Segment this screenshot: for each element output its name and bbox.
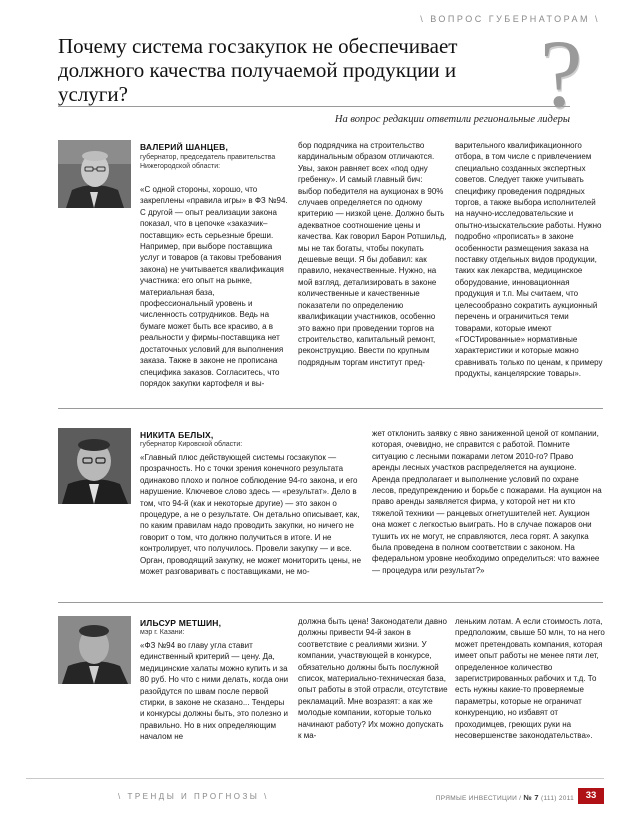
section-rubric: \ ВОПРОС ГУБЕРНАТОРАМ \ (420, 14, 600, 24)
divider (58, 408, 603, 409)
footer-rubric: \ ТРЕНДЫ И ПРОГНОЗЫ \ (118, 792, 269, 801)
headline-line-1: Почему система госзакупок не обеспечивает (58, 34, 458, 58)
portrait-photo (58, 616, 131, 684)
headline-line-2: должного качества получаемой продукции и услуги? (58, 58, 457, 106)
portrait-belykh-icon (58, 428, 131, 504)
divider (26, 778, 604, 779)
portrait-metshin-icon (58, 616, 131, 684)
article-column: леньким лотам. А если стоимость лота, предположим, свыше 50 млн, то на него может претендовать компания, которая имеет опыт работы не менее пяти лет, определенное количество зарегистрированных рабочих и т.д. То есть нужны какие-то проверяемые параметры, которые не ограничат конкуренцию, но избавят от проходимцев, греющих руки на несовершенстве законодательства». (455, 617, 605, 741)
author-name: НИКИТА БЕЛЫХ, (140, 430, 214, 440)
author-name: ИЛЬСУР МЕТШИН, (140, 618, 222, 628)
page-number: 33 (578, 788, 604, 804)
page-title (58, 34, 528, 106)
author-title-line: губернатор Кировской области: (140, 441, 243, 448)
magazine-name: ПРЯМЫЕ ИНВЕСТИЦИИ / (435, 795, 522, 802)
article-column: бор подрядчика на строительство кардинальным образом отличаются. Увы, закон равняет всех «под одну гребенку». И самый главный бич: выбор победителя на аукционах в 90% случаев определяется по одному критерию — низкой цене. Должно быть адекватное соотношение цены и качества. Как говорил Барон Ротшильд, мы не так богаты, чтобы покупать дешевые вещи. Я бы добавил: как правило, некачественные. Нужно, на мой взгляд, детализировать в законе количественные и качественные показатели по определению квалификации участников, особенно это важно при проведении торгов на строительство, капитальный ремонт, реконструкцию. Ввести по крупным подрядным торгам институт пред- (298, 141, 447, 367)
author-title (140, 628, 290, 637)
article-column: варительного квалификационного отбора, в том числе с привлечением специально созданных экспертных советов. Следует также учитывать специфику проведения подрядных торгов, а также выбора исполнителей на научно-исследовательские и опытно-изыскательские работы. Нужно подробно «прописать» в законе особенности размещения заказа на поставку отдельных видов продукции, таких как лекарства, медицинское оборудование, инновационная продукция и т.п. Мы считаем, что целесообразно сократить аукционный перечень и ограничиться теми товарами, которые имеют «ГОСТированные» нормативные характеристики и которые можно сравнивать только по ценам, к примеру продукты, канцелярские товары». (455, 141, 603, 379)
divider (58, 602, 603, 603)
author-title-line: Нижегородской области: (140, 163, 221, 170)
question-mark-graphic: ? (540, 20, 583, 127)
article-column: должна быть цена! Законодатели давно должны привести 94-й закон в соответствие с реалиями жизни. У компании, участвующей в конкурсе, обязательно должны быть послужной список, материально-техническая база, опыт работы в этой отрасли, отсутствие рекламаций. Мне возразят: а как же молодые компании, которые только начинают работу? Их можно допускать к ма- (298, 617, 448, 741)
article-column: «С одной стороны, хорошо, что закреплены «правила игры» в ФЗ №94. С другой — опыт реализации закона показал, что в цепочке «заказчик–поставщик» есть серьезные бреши. Например, при выборе поставщика услуг и товаров (а таковы требования закона) не учитывается квалификация участника: его опыт на рынке, материальная база, профессиональный уровень и численность сотрудников. Ведь на бумаге может быть все красиво, а в реальности у фирмы-поставщика нет достаточных условий для выполнения заказа. Также в законе не прописана специфика заказов. Согласитесь, что порядок закупки картофеля и вы- (140, 185, 288, 388)
divider (58, 106, 570, 107)
author-name: ВАЛЕРИЙ ШАНЦЕВ, (140, 142, 229, 152)
portrait-photo (58, 428, 131, 504)
author-title-line: мэр г. Казани: (140, 629, 185, 636)
subheadline: На вопрос редакции ответили региональные лидеры (334, 114, 570, 125)
portrait-shantsev-icon (58, 140, 131, 208)
article-column: жет отклонить заявку с явно заниженной ценой от компании, которая, очевидно, не справится с работой. Помните ситуацию с лесными пожарами летом 2010-го? Право аренды лесных участков распределяется на аукционе. Аренда предполагает и выполнение условий по охране лесов, предупреждению и борьбе с пожарами. На аукцион на право аренды заявляется фирма, у которой нет ни кто тяжелой техники — ранцевых огнетушителей нет. Аукцион она может с легкостью выиграть. Но в случае пожаров они тушить их не могут, не справляются, леса горят. А закупка была проведена в полном соответствии с законом. На федеральном уровне необходимо определиться: что важнее — процедура или результат?» (372, 429, 602, 575)
article-column: «ФЗ №94 во главу угла ставит единственный критерий — цену. Да, медицинские халаты можно купить и за 80 руб. Но что с ними делать, когда они разойдутся по швам после первой стирки, в законе не сказано... Тендеры и конкурсы должны быть, это полезно и правильно. Но в них определяющим началом не (140, 641, 289, 742)
portrait-photo (58, 140, 131, 208)
author-title (140, 153, 285, 171)
article-column: «Главный плюс действующей системы госзакупок — прозрачность. Но с точки зрения конечного результата одинаково плохо и полное соблюдение 94-го закона, и его нарушение. Ключевое слово здесь — «результат». Дело в том, что 94-й (как и некоторые другие) — это закон о процедуре, а не о результате. Он детально описывает, как, по каким правилам надо проводить закупки, но ничего не говорит о том, что должно получиться в итоге. И не контролирует, что получилось. Провели закупку — и все. Орган, проводящий закупку, не может мониторить цены, не может разговаривать с поставщиками, не мо- (140, 453, 362, 577)
author-title-line: губернатор, председатель правительства (140, 154, 276, 161)
author-title (140, 440, 290, 449)
issue-number: № 7 (523, 793, 539, 802)
issue-detail: (111) 2011 (541, 795, 574, 802)
magazine-issue (436, 793, 574, 802)
